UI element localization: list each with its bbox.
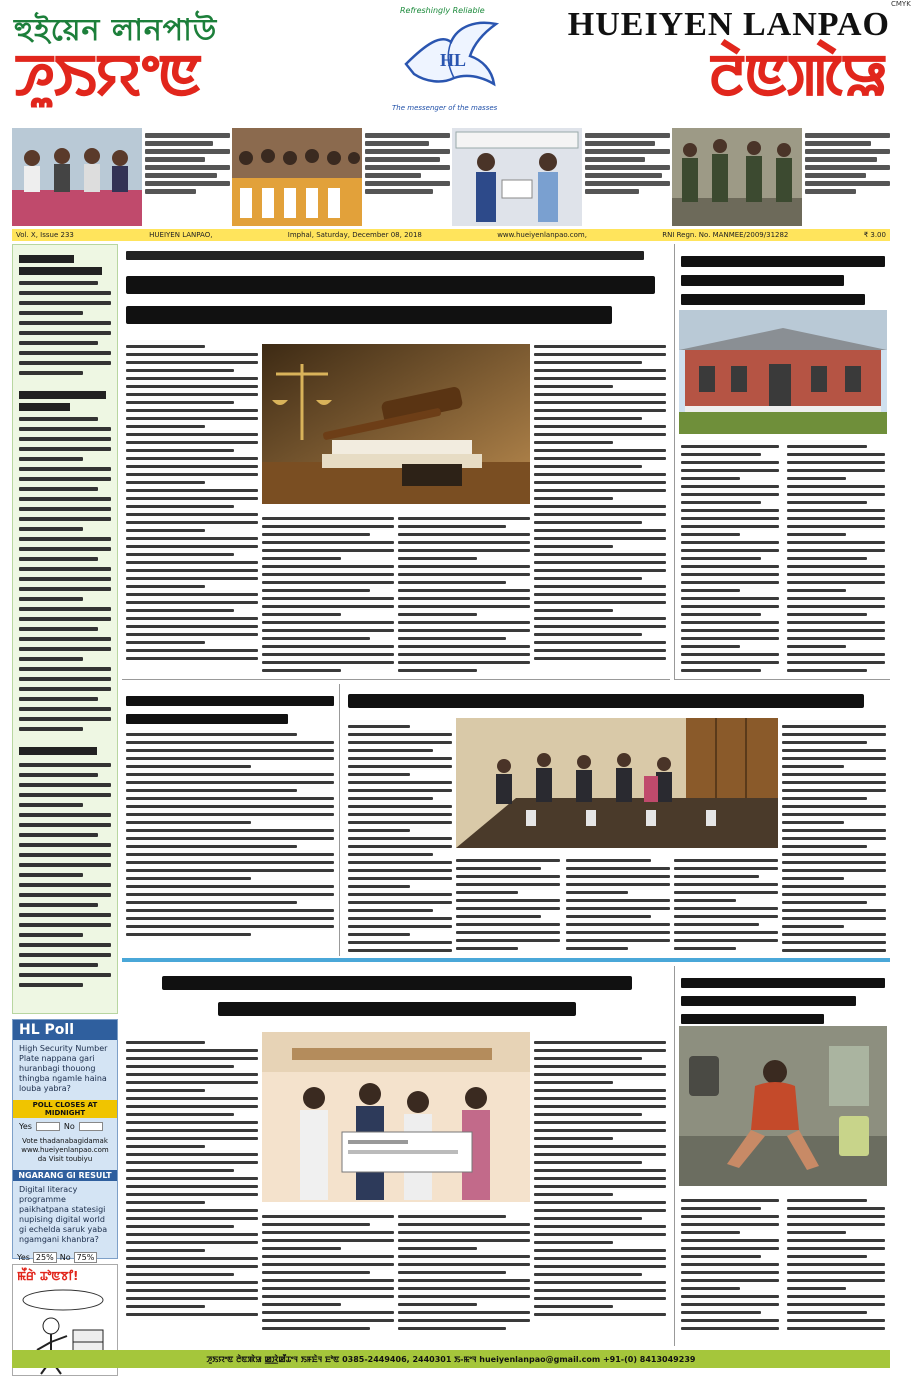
teaser-text [585, 128, 670, 228]
right-top-headline [681, 252, 885, 313]
left-column [12, 244, 118, 1376]
teaser-strip [12, 128, 890, 228]
issue-info-bar [12, 229, 890, 241]
meeting-body-col2 [456, 854, 560, 955]
teaser-photo-seized [672, 128, 802, 226]
previous-result-heading: NGARANG GI RESULT [13, 1170, 117, 1181]
section-divider [122, 958, 890, 962]
meeting-photo [456, 718, 778, 848]
lead-headline [126, 270, 666, 336]
lead-body-col4 [534, 340, 666, 665]
lead-body-col2 [262, 512, 394, 677]
poll-yes-label: Yes [19, 1122, 32, 1131]
teaser-item[interactable] [232, 128, 450, 228]
lead-article[interactable] [122, 244, 670, 680]
bottom-right-body-col1 [681, 1194, 779, 1335]
logo-letters: HL [440, 50, 467, 70]
dove-logo-icon [396, 4, 506, 114]
bottom-headline [162, 976, 632, 1016]
footer-contact-bar: ꯍꯨꯏꯌꯦꯟ ꯂꯥꯟꯄꯥꯎ ꯀ꯭ꯋꯥꯀꯩꯊꯦꯜ ꯏꯝꯐꯥꯜ ꯐꯣꯟ 0385-2449406, 2440301 ꯏ-ꯃꯦꯜ hueiyenlanpao@gmail.com +91-(0) 8413049239 [12, 1350, 890, 1368]
lead-kicker [126, 248, 666, 262]
middle-left-headline [126, 692, 334, 732]
teaser-item[interactable] [12, 128, 230, 228]
middle-left-article[interactable] [122, 684, 340, 956]
meeting-article[interactable] [344, 684, 890, 956]
bottom-body-col3 [398, 1210, 530, 1335]
brief-headline [13, 381, 117, 411]
right-top-photo-building [679, 310, 887, 434]
meeting-headline [348, 694, 886, 708]
teaser-item[interactable] [452, 128, 670, 228]
bottom-right-headline [681, 974, 885, 1032]
poll-closes-banner: POLL CLOSES AT MIDNIGHT [13, 1100, 117, 1118]
brief-body [13, 763, 117, 987]
poll-yes-checkbox[interactable] [36, 1122, 60, 1131]
brief-headline [13, 737, 117, 757]
bottom-photo-cheque [262, 1032, 530, 1202]
cmyk-registration-mark: CMYK [891, 0, 911, 8]
right-top-article[interactable] [674, 244, 890, 680]
poll-heading: HL Poll [13, 1020, 117, 1040]
right-top-body-col1 [681, 440, 779, 677]
masthead-meetei-title-right: ꯂꯥꯟꯄꯥꯎ [708, 41, 886, 109]
infobar-masthead-name: HUEIYEN LANPAO, [149, 231, 213, 239]
meeting-body-col4 [782, 720, 886, 957]
price: ₹ 3.00 [863, 231, 886, 239]
middle-left-body [126, 728, 334, 941]
teaser-photo-dignitaries [12, 128, 142, 226]
masthead-meetei-title-left: ꯍꯨꯏꯌꯦꯟ [14, 41, 201, 109]
news-brief-column [12, 244, 118, 1014]
bottom-body-col1 [126, 1036, 258, 1321]
cartoon-heading: ꯃꯩꯔꯥ ꯊꯣꯟꯕꯤ! [17, 1269, 79, 1283]
bottom-right-body-col2 [787, 1194, 885, 1335]
poll-vote-instructions[interactable]: Vote thadanabagidamak www.hueiyenlanpao.com da Visit toubiyu [21, 1137, 109, 1163]
bottom-right-photo-woman [679, 1026, 887, 1186]
meeting-body-col3 [566, 854, 670, 955]
masthead-bengali-title: হুইয়েন লানপাউ [14, 13, 218, 48]
bottom-body-col2 [262, 1210, 394, 1335]
brief-headline [13, 245, 117, 275]
poll-no-checkbox[interactable] [79, 1122, 103, 1131]
meeting-body-col1 [348, 720, 452, 957]
brief-body [13, 417, 117, 731]
lead-body-col1 [126, 340, 258, 665]
poll-options [13, 1120, 117, 1133]
bottom-article[interactable] [122, 966, 670, 1346]
lead-body-col3 [398, 512, 530, 677]
bottom-body-col4 [534, 1036, 666, 1321]
dateline: Imphal, Saturday, December 08, 2018 [287, 231, 422, 239]
previous-poll-question: Digital literacy programme paikhatpana statesigi nupising digital world gi echelda saruk yaba ngamgani khanbra? [19, 1185, 108, 1244]
teaser-photo-group [232, 128, 362, 226]
prev-yes-pct: 25% [33, 1252, 57, 1263]
teaser-photo-award [452, 128, 582, 226]
logo-subtitle: The messenger of the masses [392, 104, 498, 112]
poll-question: High Security Number Plate nappana gari huranbagi thouong thingba ngamle haina louba yabra? [19, 1044, 108, 1093]
rni-number: RNI Regn. No. MANMEE/2009/31282 [662, 231, 789, 239]
teaser-text [145, 128, 230, 228]
prev-no-label: No [59, 1253, 71, 1262]
meeting-body-col3b [674, 854, 778, 955]
masthead-english-title: HUEIYEN LANPAO [567, 6, 890, 43]
masthead [0, 0, 911, 128]
bottom-right-article[interactable] [674, 966, 890, 1346]
brief-body [13, 281, 117, 375]
teaser-text [805, 128, 890, 228]
prev-yes-label: Yes [17, 1253, 30, 1262]
website-link[interactable]: www.hueiyenlanpao.com, [497, 231, 587, 239]
volume-issue: Vol. X, Issue 233 [16, 231, 74, 239]
lead-photo-gavel [262, 344, 530, 504]
teaser-text [365, 128, 450, 228]
logo-tagline: Refreshingly Reliable [400, 6, 485, 15]
prev-no-pct: 75% [74, 1252, 98, 1263]
right-top-body-col2 [787, 440, 885, 677]
poll-no-label: No [63, 1122, 75, 1131]
hl-poll [12, 1019, 118, 1262]
teaser-item[interactable] [672, 128, 890, 228]
